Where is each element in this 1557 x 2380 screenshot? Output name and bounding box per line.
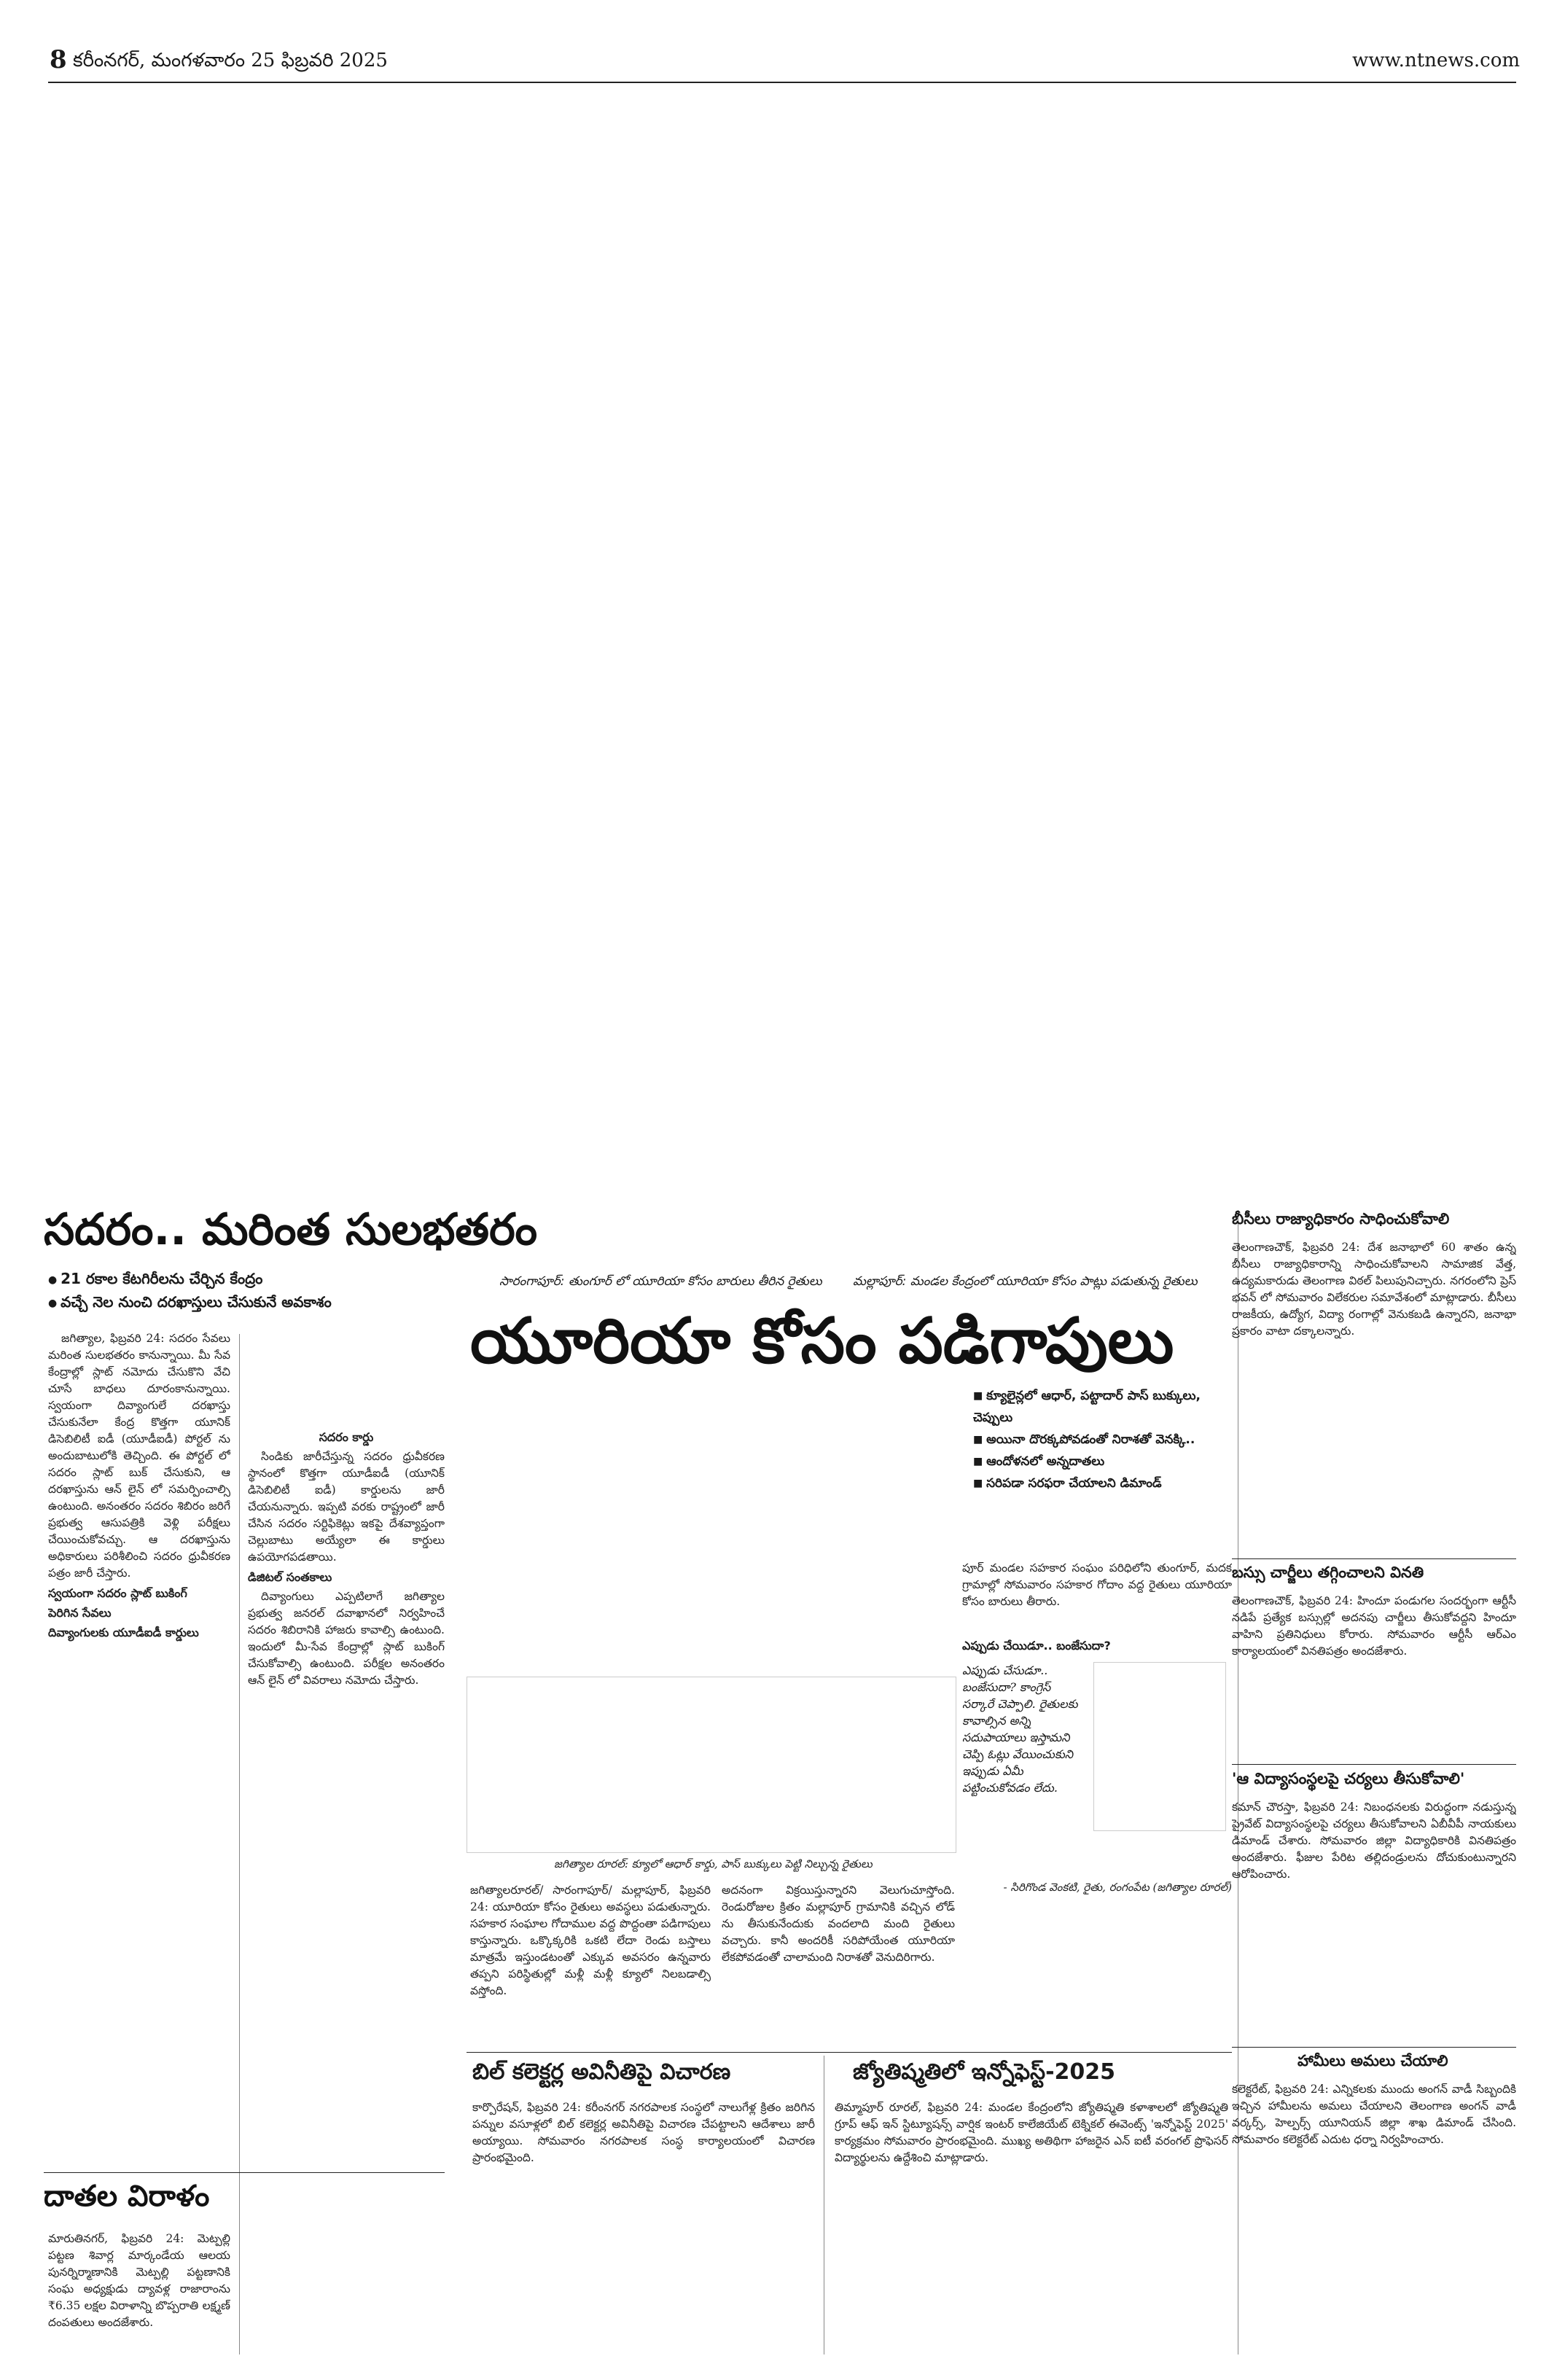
story-urea-photo-caption: జగిత్యాల రూరల్: క్యూలో ఆధార్ కార్డు, పాస్ బుక్కులు పెట్టి నిల్చున్న రైతులు [554,1857,873,1870]
website-link[interactable]: www.ntnews.com [1352,50,1521,71]
section-rule [1232,2047,1516,2048]
story-urea-bullet: ■ ఆందోళనలో అన్నదాతలు [973,1451,1236,1472]
story-donation-headline: దాతల విరాళం [44,2180,210,2213]
story-urea-quote-attribution: - సిరిగొండ వెంకటి, రైతు, రంగంపేట (జగిత్యాల రూరల్) [1003,1881,1232,1894]
story-urea-bullet: ■ అయినా దొరక్కపోవడంతో నిరాశతో వెనక్కి.. [973,1429,1236,1451]
brief-bc-headline: బీసీలు రాజ్యాధికారం సాధించుకోవాలి [1232,1210,1450,1228]
story-donation-body: మారుతినగర్, ఫిబ్రవరి 24: మెట్పల్లి పట్టణ శివార్ల మార్కండేయ ఆలయ పునర్నిర్మాణానికి మెట్పల్లి పట్టణానికి సంఘ అధ్యక్షుడు ద్యావళ్ల రాజారాంను ₹6.35 లక్షల విరాళాన్ని బొప్పరాతి లక్ష్మణ్ దంపతులు అందజేశారు. [48,2232,230,2329]
dateline: కరీంనగర్, మంగళవారం 25 ఫిబ్రవరి 2025 [73,50,388,71]
story-sadaram-subhead: దివ్యాంగులకు యూడీఐడీ కార్డులు [48,1626,199,1639]
story-sadaram-column-1 [48,1330,230,2183]
brief-bus-fare-headline: బస్సు చార్జీలు తగ్గించాలని వినతి [1232,1564,1424,1581]
photo-kicker-left: సారంగాపూర్: తుంగూర్ లో యూరియా కోసం బారులు తీరిన రైతులు [499,1274,822,1289]
story-urea-bullet: ■ సరిపడా సరఫరా చేయాలని డిమాండ్ [973,1472,1236,1494]
story-bill-collectors-headline: బిల్ కలెక్టర్ల అవినీతిపై విచారణ [472,2059,731,2085]
brief-schools-headline: 'ఆ విద్యాసంస్థలపై చర్యలు తీసుకోవాలి' [1232,1770,1465,1787]
story-sadaram-para: దివ్యాంగులు ఎప్పటిలాగే జగిత్యాల ప్రభుత్వ జనరల్ దవాఖానలో నిర్వహించే సదరం శిబిరానికి హాజరు కావాల్సి ఉంటుంది. ఇందులో మీ-సేవ కేంద్రాల్లో స్లాట్ బుకింగ్ చేసుకోవాల్సి ఉంటుంది. పరీక్షల అనంతరం ఆన్ లైన్ లో వివరాలు నమోదు చేస్తారు. [248,1590,445,1687]
page-number: 8 [50,45,67,74]
story-sadaram-bullet: ● వచ్చే నెల నుంచి దరఖాస్తులు చేసుకునే అవకాశం [48,1292,332,1314]
story-bill-collectors-body: కార్పొరేషన్, ఫిబ్రవరి 24: కరీంనగర్ నగరపాలక సంస్థలో నాలుగేళ్ల క్రితం జరిగిన పన్నుల వసూళ్లలో బిల్ కలెక్టర్ల అవినీతిపై విచారణ చేపట్టాలని ఆదేశాలు జారీ అయ్యాయి. సోమవారం నగరపాలక సంస్థ కార్యాలయంలో విచారణ ప్రారంభమైంది. [472,2101,815,2164]
farmer-portrait-photo [1093,1662,1226,1831]
section-rule [1232,1764,1516,1765]
story-innofest-body: తిమ్మాపూర్ రూరల్, ఫిబ్రవరి 24: మండల కేంద్రంలోని జ్యోతిష్మతి కళాశాలలో జ్యోతిష్మతి గ్రూప్ ఆఫ్ ఇన్ స్టిట్యూషన్స్ వార్షిక ఇంటర్ కాలేజియేట్ టెక్నికల్ ఈవెంట్స్ 'ఇన్నోఫెస్ట్ 2025' కార్యక్రమం సోమవారం ప్రారంభమైంది. ముఖ్య అతిథిగా హాజరైన ఎన్ ఐటీ వరంగల్ ప్రొఫెసర్ విద్యార్థులను ఉద్దేశించి మాట్లాడారు. [835,2101,1228,2164]
story-urea-bullet: ■ క్యూలైన్లలో ఆధార్, పట్టాదార్ పాస్ బుక్కులు, చెప్పులు [973,1385,1236,1429]
story-sadaram-column-2 [248,1429,445,2158]
story-innofest-headline: జ్యోతిష్మతిలో ఇన్నోఫెస్ట్-2025 [853,2059,1116,2085]
story-urea-column-2: అదనంగా విక్రయిస్తున్నారని వెలుగుచూస్తోంది. రెండురోజుల క్రితం మల్లాపూర్ గ్రామానికి వచ్చిన లోడ్ ను తీసుకునేందుకు వందలాది మంది రైతులు వచ్చారు. కానీ అందరికీ సరిపోయేంత యూరియా లేకపోవడంతో చాలామంది నిరాశతో వెనుదిరిగారు. [722,1884,955,1964]
brief-promises-headline: హామీలు అమలు చేయాలి [1298,2052,1448,2069]
story-urea-intro: పూర్ మండల సహకార సంఘం పరిధిలోని తుంగూర్, మదక గ్రామాల్లో సోమవారం సహకార గోదాం వద్ద రైతులు యూరియా కోసం బారులు తీరారు. [962,1561,1232,1608]
story-sadaram-bullet: ● 21 రకాల కేటగిరీలను చేర్చిన కేంద్రం [48,1268,262,1290]
story-sadaram-col2-head: సదరం కార్డు [319,1430,374,1444]
story-urea-quote: ఎప్పుడు చేసుడూ.. బంజేసుదా? కాంగ్రెస్ సర్కారే చెప్పాలి. రైతులకు కావాల్సిన అన్ని సదుపాయాలు ఇస్తామని చెప్పి ఓట్లు వేయించుకుని ఇప్పుడు ఏమీ పట్టించుకోవడం లేదు. [962,1663,1078,1795]
story-sadaram-subhead: స్వయంగా సదరం స్లాట్ బుకింగ్ [48,1586,187,1600]
brief-bc-body: తెలంగాణచౌక్, ఫిబ్రవరి 24: దేశ జనాభాలో 60 శాతం ఉన్న బీసీలు రాజ్యాధికారాన్ని సాధించుకోవాలని సామాజిక వేత్త, ఉద్యమకారుడు తెలంగాణ విఠల్ పిలుపునిచ్చారు. నగరంలోని ప్రెస్ భవన్ లో సోమవారం విలేకరుల సమావేశంలో మాట్లాడారు. బీసీలు రాజకీయ, ఉద్యోగ, విద్యా రంగాల్లో వెనుకబడి ఉన్నారని, జనాభా ప్రకారం వాటా దక్కాలన్నారు. [1232,1241,1516,1338]
header-rule [48,82,1516,83]
photo-kicker-right: మల్లాపూర్: మండల కేంద్రంలో యూరియా కోసం పాట్లు పడుతున్న రైతులు [853,1274,1198,1289]
story-sadaram-para: సిండికు జారీచేస్తున్న సదరం ధ్రువీకరణ స్థానంలో కొత్తగా యూడీఐడీ (యూనిక్ డిసెబిలిటీ ఐడీ) కార్డులను జారీ చేయనున్నారు. ఇప్పటి వరకు రాష్ట్రంలో జారీ చేసిన సదరం సర్టిఫికెట్లు ఇకపై దేశవ్యాప్తంగా చెల్లుబాటు అయ్యేలా ఈ కార్డులు ఉపయోగపడతాయి. [248,1450,445,1564]
section-rule [467,2052,1232,2053]
story-sadaram-para: జగిత్యాల, ఫిబ్రవరి 24: సదరం సేవలు మరింత సులభతరం కానున్నాయి. మీ సేవ కేంద్రాల్లో స్లాట్ నమోదు చేసుకొని వేచి చూసే బాధలు దూరంకానున్నాయి. స్వయంగా దివ్యాంగులే దరఖాస్తు చేసుకునేలా కేంద్ర కొత్తగా యూనిక్ డిసెబిలిటీ ఐడీ (యూడీఐడీ) పోర్టల్ ను అందుబాటులోకి తెచ్చింది. ఈ పోర్టల్ లో సదరం స్లాట్ బుక్ చేసుకుని, ఆ దరఖాస్తును ఆన్ లైన్ లో సమర్పించాల్సి ఉంటుంది. అనంతరం సదరం శిబిరం జరిగే ప్రభుత్వ ఆసుపత్రికి వెళ్లి పరీక్షలు చేయించుకోవచ్చు. ఆ దరఖాస్తును అధికారులు పరిశీలించి సదరం ధ్రువీకరణ పత్రం జారీ చేస్తారు. [48,1332,230,1580]
brief-promises-body: కలెక్టరేట్, ఫిబ్రవరి 24: ఎన్నికలకు ముందు అంగన్ వాడీ సిబ్బందికి ఇచ్చిన హామీలను అమలు చేయాలని తెలంగాణ అంగన్ వాడీ వర్కర్స్, హెల్పర్స్ యూనియన్ జిల్లా శాఖ డిమాండ్ చేసింది. సోమవారం కలెక్టరేట్ ఎదుట ధర్నా నిర్వహించారు. [1232,2083,1516,2146]
brief-schools-body: కమాన్ చౌరస్తా, ఫిబ్రవరి 24: నిబంధనలకు విరుద్ధంగా నడుస్తున్న ప్రైవేట్ విద్యాసంస్థలపై చర్యలు తీసుకోవాలని ఏబీవీపీ నాయకులు డిమాండ్ చేశారు. సోమవారం జిల్లా విద్యాధికారికి వినతిపత్రం అందజేశారు. ఫీజుల పేరిట తల్లిదండ్రులను దోచుకుంటున్నారని ఆరోపించారు. [1232,1800,1516,1881]
story-urea-subhead: ఎప్పుడు చేయిడూ.. బంజేసుదా? [962,1639,1111,1653]
section-rule [1232,1558,1516,1559]
brief-bus-fare-body: తెలంగాణచౌక్, ఫిబ్రవరి 24: హిందూ పండుగల సందర్భంగా ఆర్టీసీ నడిపే ప్రత్యేక బస్సుల్లో అదనపు చార్జీలు తీసుకోవద్దని హిందూ వాహిని ప్రతినిధులు కోరారు. సోమవారం ఆర్టీసీ ఆర్ఎం కార్యాలయంలో వినతిపత్రం అందజేశారు. [1232,1594,1516,1658]
story-urea-bullets [973,1385,1236,1494]
column-divider [239,1334,240,2354]
story-urea-column-1: జగిత్యాలరూరల్/ సారంగాపూర్/ మల్లాపూర్, ఫిబ్రవరి 24: యూరియా కోసం రైతులు అవస్థలు పడుతున్నారు. సహకార సంఘాల గోదాముల వద్ద పొద్దంతా పడిగాపులు కాస్తున్నారు. ఒక్కొక్కరికి ఒకటి లేదా రెండు బస్తాలు మాత్రమే ఇస్తుండటంతో ఎక్కువ అవసరం ఉన్నవారు తప్పని పరిస్థితుల్లో మళ్లీ మళ్లీ క్యూలో నిలబడాల్సి వస్తోంది. [470,1884,711,1997]
story-sadaram-subhead: పెరిగిన సేవలు [48,1606,112,1620]
story-sadaram-headline: సదరం.. మరింత సులభతరం [44,1204,538,1255]
section-rule [44,2172,445,2173]
urea-queue-photo [467,1677,956,1853]
story-urea-headline: యూరియా కోసం పడిగాపులు [470,1305,1174,1378]
story-sadaram-subhead: డిజిటల్ సంతకాలు [248,1570,332,1584]
